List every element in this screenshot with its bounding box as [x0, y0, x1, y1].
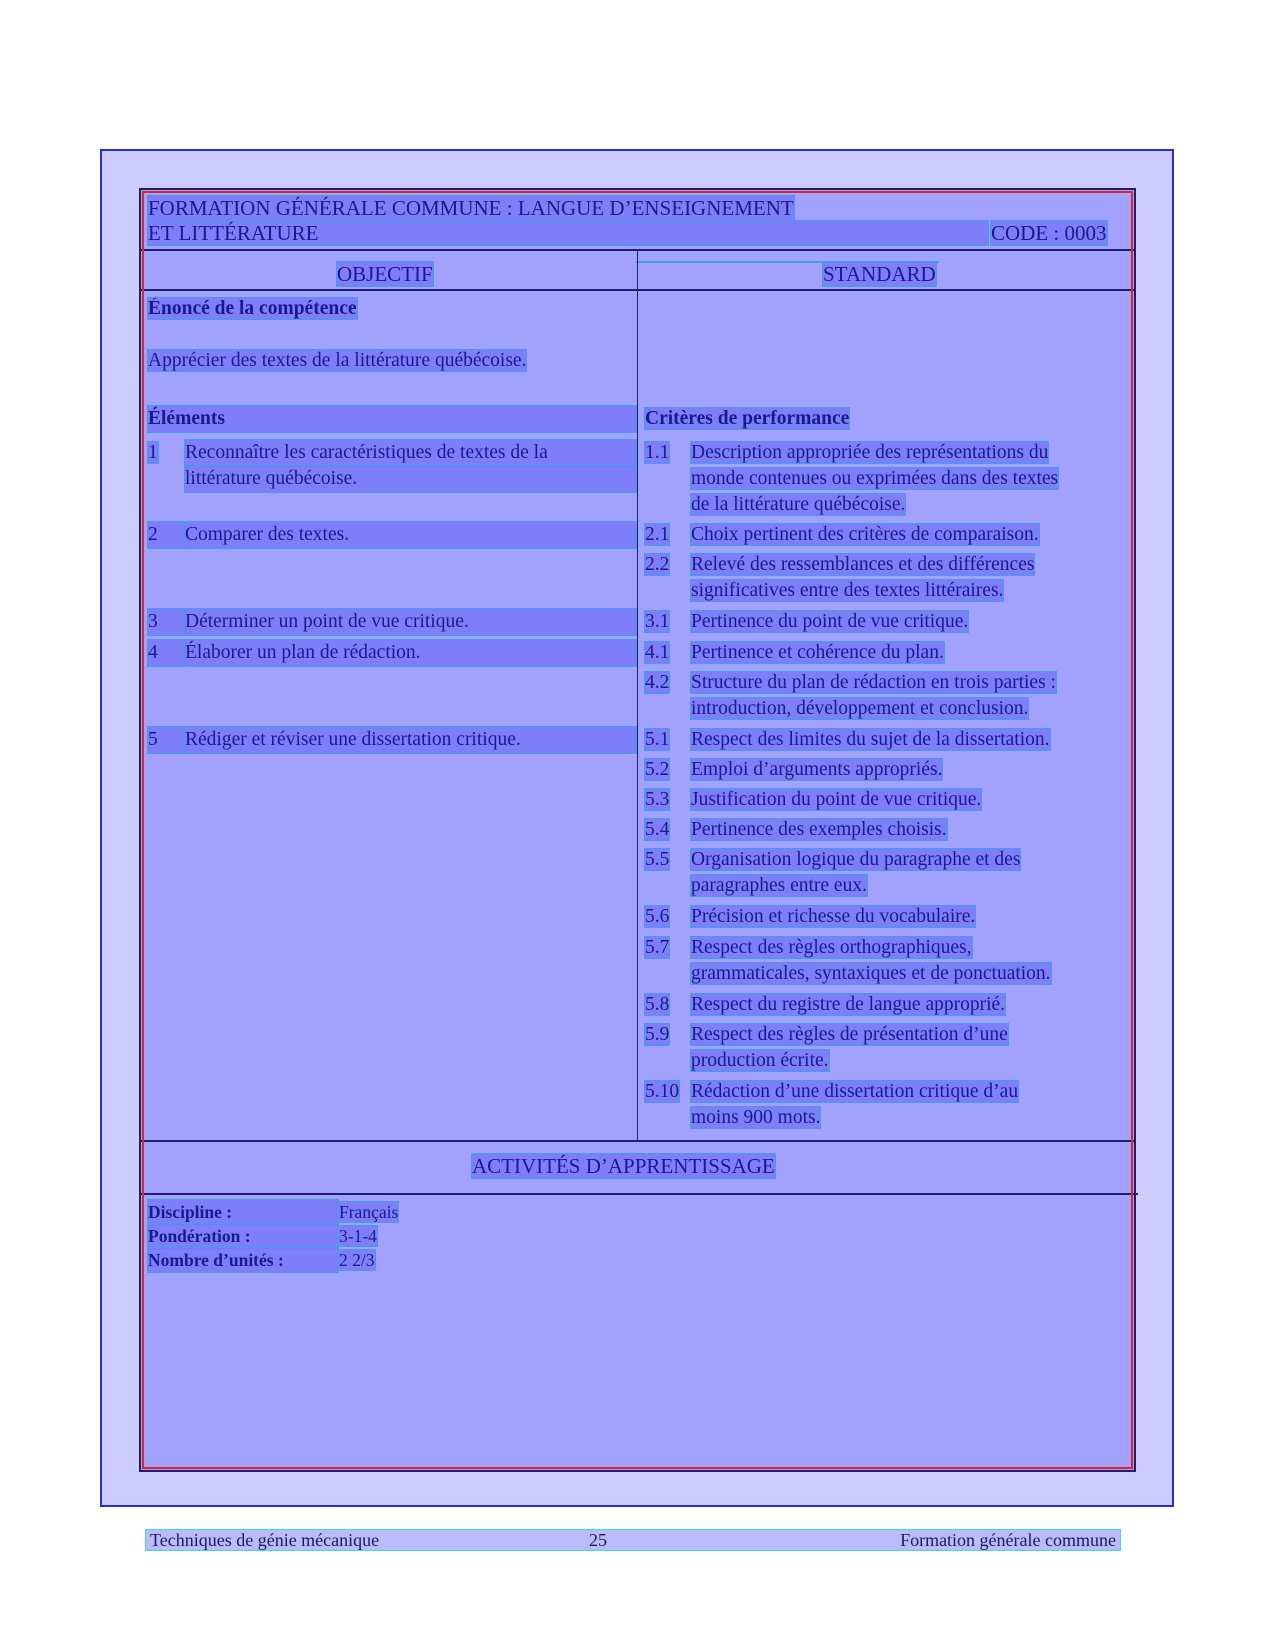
ponderation-value: 3-1-4 [339, 1226, 377, 1246]
criterion-item: 5.4 Pertinence des exemples choisis. [645, 819, 947, 840]
element-item: 4 Élaborer un plan de rédaction. [148, 640, 636, 666]
criterion-item: 5.1 Respect des limites du sujet de la dissertation. [645, 729, 1050, 750]
criterion-item: 3.1 Pertinence du point de vue critique. [645, 611, 969, 632]
footer-right: Formation générale commune [900, 1530, 1116, 1550]
criterion-item: 2.1 Choix pertinent des critères de comparaison. [645, 524, 1039, 545]
column-head-objectif: OBJECTIF [337, 262, 433, 286]
column-head-standard: STANDARD [823, 262, 936, 286]
units-label: Nombre d’unités : [148, 1248, 338, 1272]
competence-heading: Énoncé de la compétence [148, 298, 357, 319]
criterion-item: 4.2 Structure du plan de rédaction en trois parties : introduction, développement et conclusion. [645, 672, 1056, 719]
discipline-label: Discipline : [148, 1200, 338, 1224]
criterion-item: 5.6 Précision et richesse du vocabulaire. [645, 906, 976, 927]
form-title-line-2: ET LITTÉRATURE [148, 221, 988, 245]
activities-divider-top [141, 1140, 1134, 1142]
criterion-item: 1.1 Description appropriée des représentations du monde contenues ou exprimées dans des textes de la littérature québécoise. [645, 442, 1059, 515]
element-item: 1 Reconnaître les caractéristiques de textes de la littérature québécoise. [148, 440, 636, 492]
competence-form [139, 188, 1136, 1472]
criterion-item: 5.10 Rédaction d’une dissertation critique d’au moins 900 mots. [645, 1081, 1019, 1128]
ponderation-label: Pondération : [148, 1224, 338, 1248]
element-item: 5 Rédiger et réviser une dissertation critique. [148, 727, 636, 753]
elements-heading: Éléments [148, 406, 636, 432]
footer-page-number: 25 [589, 1530, 607, 1550]
criteria-heading: Critères de performance [645, 408, 850, 429]
criterion-item: 5.2 Emploi d’arguments appropriés. [645, 759, 943, 780]
column-divider [637, 251, 638, 1140]
criterion-item: 4.1 Pertinence et cohérence du plan. [645, 642, 944, 663]
criterion-item: 5.8 Respect du registre de langue approprié. [645, 994, 1006, 1015]
form-title-line-1: FORMATION GÉNÉRALE COMMUNE : LANGUE D’ENSEIGNEMENT [148, 196, 794, 220]
criterion-item: 5.5 Organisation logique du paragraphe et des paragraphes entre eux. [645, 849, 1021, 896]
criterion-item: 5.3 Justification du point de vue critique. [645, 789, 982, 810]
units-value: 2 2/3 [339, 1250, 375, 1270]
competence-statement: Apprécier des textes de la littérature québécoise. [148, 350, 527, 371]
footer-left: Techniques de génie mécanique [150, 1530, 380, 1550]
element-item: 3 Déterminer un point de vue critique. [148, 609, 636, 635]
discipline-value: Français [339, 1202, 399, 1222]
criterion-item: 5.7 Respect des règles orthographiques, grammaticales, syntaxiques et de ponctuation. [645, 937, 1051, 984]
criterion-item: 5.9 Respect des règles de présentation d’une production écrite. [645, 1024, 1008, 1071]
form-code: CODE : 0003 [991, 221, 1107, 245]
activities-heading: ACTIVITÉS D’APPRENTISSAGE [472, 1154, 775, 1178]
element-item: 2 Comparer des textes. [148, 522, 636, 548]
criterion-item: 2.2 Relevé des ressemblances et des différences significatives entre des textes littéraires. [645, 554, 1035, 601]
activities-divider-bottom [141, 1193, 1138, 1195]
